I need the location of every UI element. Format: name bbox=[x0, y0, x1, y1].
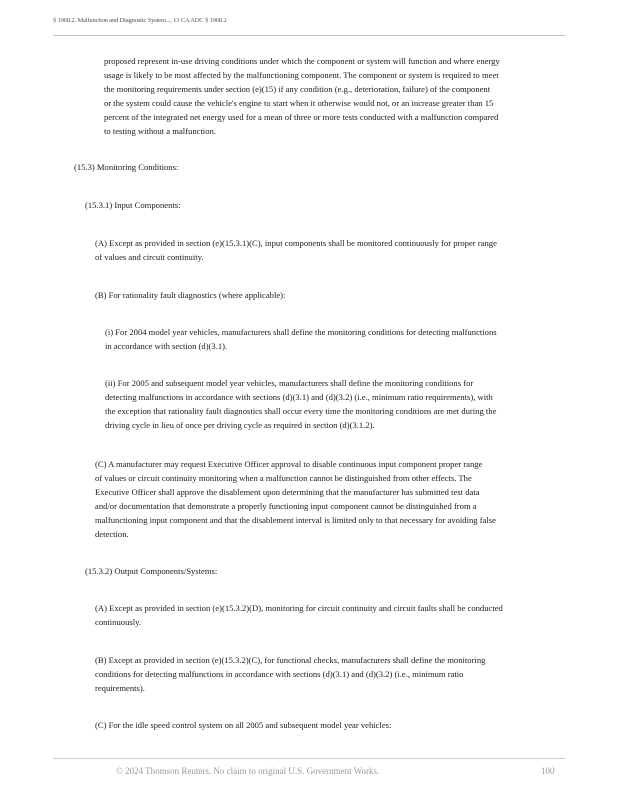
text-line: of values or circuit continuity monitoring when a malfunction cannot be distinguished from other effects. The bbox=[95, 472, 472, 483]
text-line: or the system could cause the vehicle's engine to start when it otherwise would not, or an increase greater than 15 bbox=[104, 97, 494, 108]
text-line: (A) Except as provided in section (e)(15.3.1)(C), input components shall be monitored continuously for proper range bbox=[95, 238, 497, 248]
header-divider bbox=[53, 35, 565, 36]
text-line: the exception that rationality fault diagnostics shall occur every time the monitoring conditions are met during the bbox=[105, 405, 497, 416]
text-line: driving cycle in lieu of once per driving cycle as required in section (d)(3.1.2). bbox=[105, 419, 375, 430]
paragraph-input-b-i bbox=[105, 326, 497, 354]
text-line: (15.3.2) Output Components/Systems: bbox=[85, 566, 218, 576]
text-line: Executive Officer shall approve the disablement upon determining that the manufacturer has submitted test data bbox=[95, 486, 480, 497]
paragraph-output-a bbox=[95, 602, 503, 630]
text-line: and/or documentation that demonstrate a properly functioning input component cannot be distinguished from a bbox=[95, 500, 477, 511]
text-line: detection. bbox=[95, 528, 129, 539]
text-line: malfunctioning input component and that the disablement interval is limited only to that necessary for avoiding false bbox=[95, 514, 496, 525]
text-line: requirements). bbox=[95, 682, 145, 693]
page-number: 100 bbox=[541, 766, 555, 776]
text-line: (15.3) Monitoring Conditions: bbox=[74, 162, 179, 172]
text-line: (A) Except as provided in section (e)(15.3.2)(D), monitoring for circuit continuity and circuit faults shall be conducted bbox=[95, 603, 503, 613]
text-line: (C) A manufacturer may request Executive Officer approval to disable continuous input component proper range bbox=[95, 459, 483, 469]
heading-input-components bbox=[85, 199, 180, 213]
paragraph-input-b-ii bbox=[105, 377, 496, 433]
text-line: percent of the integrated net energy used for a mean of three or more tests conducted with a malfunction compared bbox=[104, 111, 499, 122]
text-line: conditions for detecting malfunctions in accordance with sections (d)(3.1) and (d)(3.2) (i.e., minimum ratio bbox=[95, 668, 464, 679]
text-line: (15.3.1) Input Components: bbox=[85, 200, 181, 210]
text-line: (ii) For 2005 and subsequent model year vehicles, manufacturers shall define the monitoring conditions for bbox=[105, 378, 474, 388]
text-line: (i) For 2004 model year vehicles, manufacturers shall define the monitoring conditions for detecting malfunctions bbox=[105, 327, 497, 337]
text-line: in accordance with section (d)(3.1). bbox=[105, 340, 228, 351]
text-line: the monitoring requirements under section (e)(15) if any condition (e.g., deterioration, failure) of the component bbox=[104, 83, 491, 94]
paragraph-input-a bbox=[95, 237, 497, 265]
text-line: detecting malfunctions in accordance with sections (d)(3.1) and (d)(3.2) (i.e., minimum ratio requirements), with bbox=[105, 391, 493, 402]
text-line: (B) Except as provided in section (e)(15.3.2)(C), for functional checks, manufacturers shall define the monitoring bbox=[95, 655, 486, 665]
heading-monitoring-conditions bbox=[74, 161, 178, 175]
paragraph-energy-usage bbox=[104, 55, 500, 138]
running-header: § 1968.2. Malfunction and Diagnostic System..., 13 CA ADC § 1968.2 bbox=[53, 17, 227, 24]
text-line: usage is likely to be most affected by the malfunctioning component. The component or system is required to meet bbox=[104, 69, 499, 80]
copyright-notice: © 2024 Thomson Reuters. No claim to original U.S. Government Works. bbox=[116, 766, 380, 776]
paragraph-input-c bbox=[95, 458, 496, 541]
paragraph-input-b bbox=[95, 289, 285, 303]
text-line: (C) For the idle speed control system on all 2005 and subsequent model year vehicles: bbox=[95, 720, 392, 730]
text-line: (B) For rationality fault diagnostics (where applicable): bbox=[95, 290, 286, 300]
text-line: continuously. bbox=[95, 616, 141, 627]
text-line: of values and circuit continuity. bbox=[95, 251, 204, 262]
footer-divider bbox=[53, 758, 565, 759]
text-line: proposed represent in-use driving conditions under which the component or system will function and where energy bbox=[104, 56, 500, 66]
heading-output-components bbox=[85, 565, 217, 579]
text-line: to testing without a malfunction. bbox=[104, 125, 216, 136]
paragraph-output-c bbox=[95, 719, 391, 733]
paragraph-output-b bbox=[95, 654, 485, 696]
